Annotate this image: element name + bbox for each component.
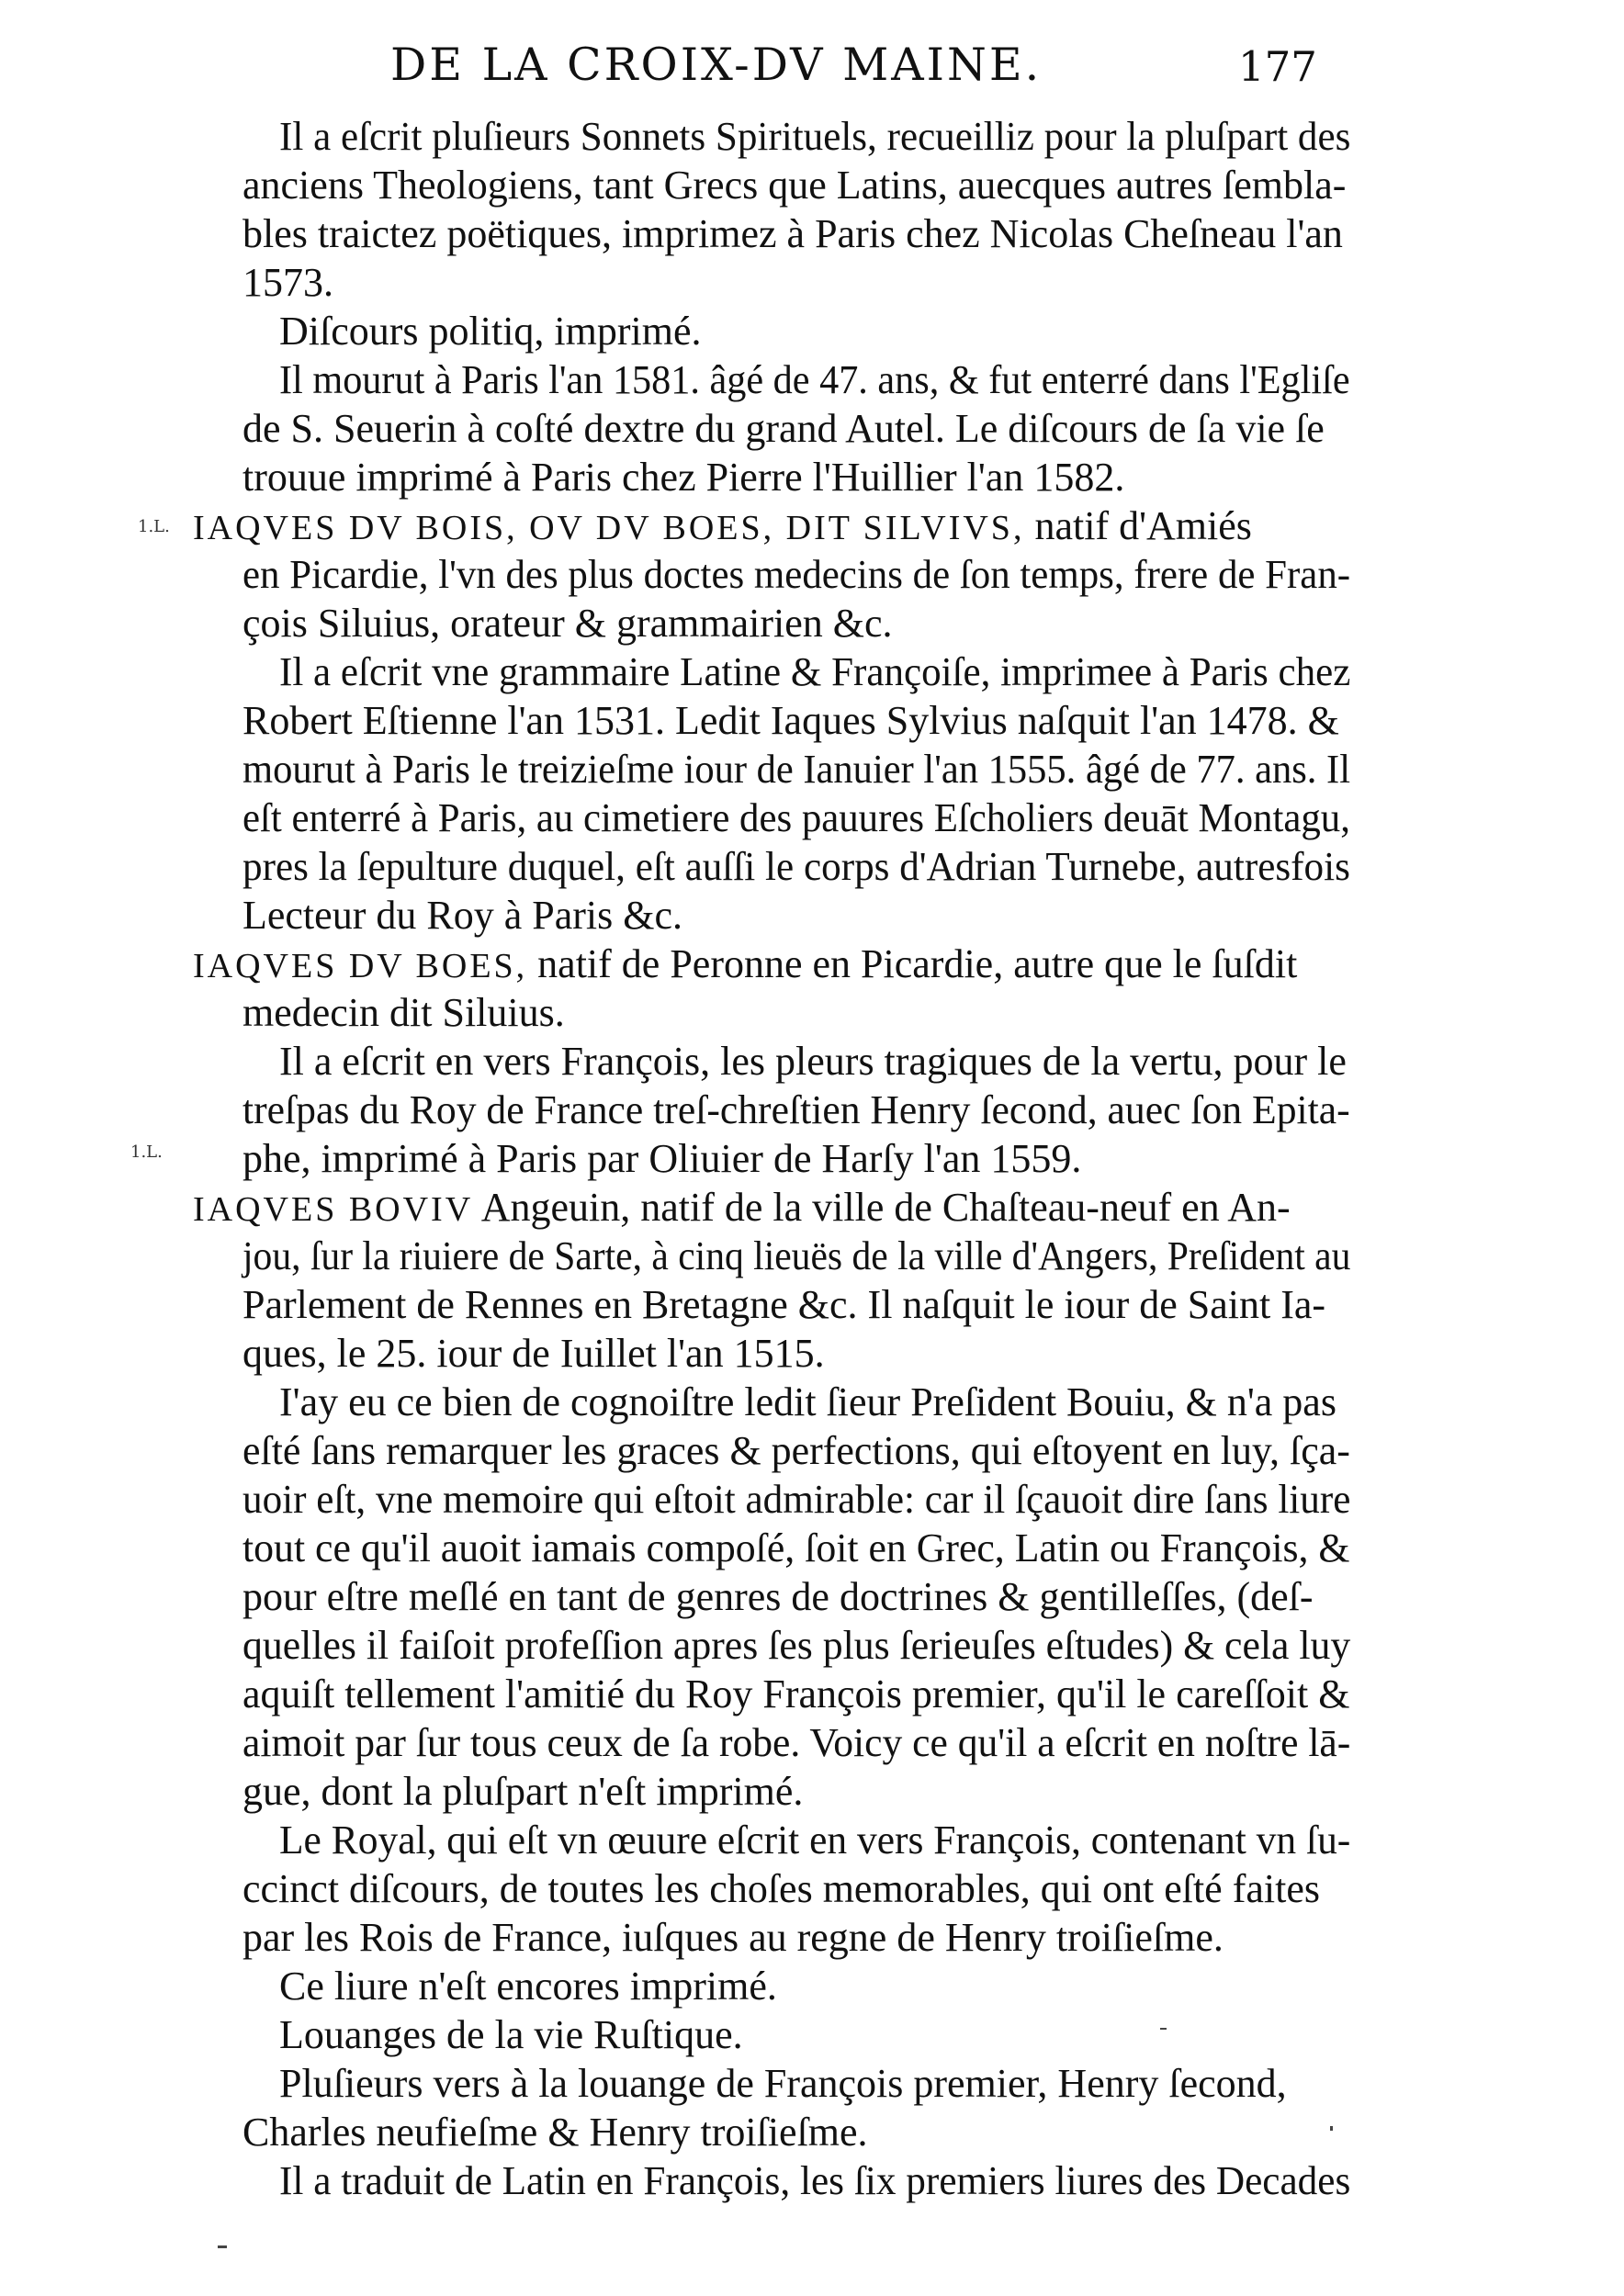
text-line: phe, imprimé à Paris par Oliuier de Harſy l'an 1559. [242, 1136, 1082, 1181]
ink-speck [218, 2245, 227, 2248]
text-line: Diſcours politiq, imprimé. [279, 309, 702, 354]
text-line: Lecteur du Roy à Paris &c. [242, 893, 682, 938]
ink-speck [1160, 2028, 1167, 2030]
text-line: bles traictez poëtiques, imprimez à Paris chez Nicolas Cheſneau l'an [242, 211, 1343, 256]
running-title: DE LA CROIX-DV MAINE. [390, 39, 1043, 91]
text-line: pres la ſepulture duquel, eſt auſſi le corps d'Adrian Turnebe, autresfois [242, 844, 1350, 889]
margin-mark: 1.L. [130, 1142, 163, 1162]
entry-heading-line: IAQVES BOVIV Angeuin, natif de la ville de Chaſteau-neuf en An- [193, 1185, 1291, 1230]
text-line: aquiſt tellement l'amitié du Roy François premier, qu'il le careſſoit & [242, 1671, 1350, 1716]
text-line: Il a eſcrit pluſieurs Sonnets Spirituels, recueilliz pour la pluſpart des [279, 114, 1351, 159]
text-line: eſté ſans remarquer les graces & perfections, qui eſtoyent en luy, ſça- [242, 1428, 1350, 1473]
text-line: anciens Theologiens, tant Grecs que Latins, auecques autres ſembla- [242, 163, 1347, 208]
text-line: trouue imprimé à Paris chez Pierre l'Huillier l'an 1582. [242, 455, 1125, 500]
entry-heading-line: IAQVES DV BOES, natif de Peronne en Picardie, autre que le ſuſdit [193, 941, 1298, 986]
text-line: Pluſieurs vers à la louange de François premier, Henry ſecond, [279, 2061, 1287, 2106]
entry-heading-line: IAQVES DV BOIS, OV DV BOES, DIT SILVIVS, natif d'Amiés [193, 503, 1252, 548]
text-line: jou, ſur la riuiere de Sarte, à cinq lieuës de la ville d'Angers, Preſident au [242, 1233, 1351, 1278]
text-line: I'ay eu ce bien de cognoiſtre ledit ſieur Preſident Bouiu, & n'a pas [279, 1379, 1336, 1424]
text-line: Il a traduit de Latin en François, les ſix premiers liures des Decades [279, 2158, 1351, 2203]
text-line: tout ce qu'il auoit iamais compoſé, ſoit en Grec, Latin ou François, & [242, 1525, 1350, 1570]
text-line: par les Rois de France, iuſques au regne de Henry troiſieſme. [242, 1915, 1224, 1960]
text-line: en Picardie, l'vn des plus doctes medecins de ſon temps, frere de Fran- [242, 552, 1351, 597]
text-line: mourut à Paris le treizieſme iour de Ianuier l'an 1555. âgé de 77. ans. Il [242, 747, 1351, 792]
text-line: treſpas du Roy de France treſ-chreſtien Henry ſecond, auec ſon Epita- [242, 1087, 1350, 1132]
text-line: Ce liure n'eſt encores imprimé. [279, 1964, 777, 2009]
ink-speck [1330, 2126, 1333, 2131]
text-line: Charles neufieſme & Henry troiſieſme. [242, 2110, 868, 2155]
text-line: ques, le 25. iour de Iuillet l'an 1515. [242, 1331, 825, 1376]
entry-name: IAQVES DV BOES, [193, 947, 528, 985]
text-line: aimoit par ſur tous ceux de ſa robe. Voicy ce qu'il a eſcrit en noſtre lā- [242, 1720, 1351, 1765]
text-line: pour eſtre meſlé en tant de genres de doctrines & gentilleſſes, (deſ- [242, 1574, 1314, 1619]
text-line: Robert Eſtienne l'an 1531. Ledit Iaques Sylvius naſquit l'an 1478. & [242, 698, 1339, 743]
text-line: medecin dit Siluius. [242, 990, 565, 1035]
text-line: çois Siluius, orateur & grammairien &c. [242, 601, 893, 646]
text-line: eſt enterré à Paris, au cimetiere des pauures Eſcholiers deuāt Montagu, [242, 795, 1350, 840]
text-line: Il mourut à Paris l'an 1581. âgé de 47. ans, & fut enterré dans l'Egliſe [279, 357, 1350, 402]
margin-mark: 1.L. [138, 517, 170, 536]
text-line: de S. Seuerin à coſté dextre du grand Autel. Le diſcours de ſa vie ſe [242, 406, 1325, 451]
text-line: 1573. [242, 260, 333, 305]
text-line: gue, dont la pluſpart n'eſt imprimé. [242, 1769, 804, 1814]
text-line: Parlement de Rennes en Bretagne &c. Il naſquit le iour de Saint Ia- [242, 1282, 1326, 1327]
page-number: 177 [1238, 42, 1317, 91]
running-header [0, 39, 1624, 112]
entry-name: IAQVES DV BOIS, OV DV BOES, DIT SILVIVS, [193, 509, 1025, 547]
text-line: Il a eſcrit vne grammaire Latine & Françoiſe, imprimee à Paris chez [279, 649, 1351, 694]
text-line: Il a eſcrit en vers François, les pleurs tragiques de la vertu, pour le [279, 1039, 1347, 1084]
entry-name: IAQVES BOVIV [193, 1190, 474, 1229]
text-line: Le Royal, qui eſt vn œuure eſcrit en vers François, contenant vn ſu- [279, 1818, 1351, 1863]
text-line: uoir eſt, vne memoire qui eſtoit admirable: car il ſçauoit dire ſans liure [242, 1477, 1351, 1522]
text-line: quelles il faiſoit profeſſion apres ſes plus ſerieuſes eſtudes) & cela luy [242, 1623, 1351, 1668]
text-line: ccinct diſcours, de toutes les choſes memorables, qui ont eſté faites [242, 1866, 1320, 1911]
text-line: Louanges de la vie Ruſtique. [279, 2012, 743, 2057]
